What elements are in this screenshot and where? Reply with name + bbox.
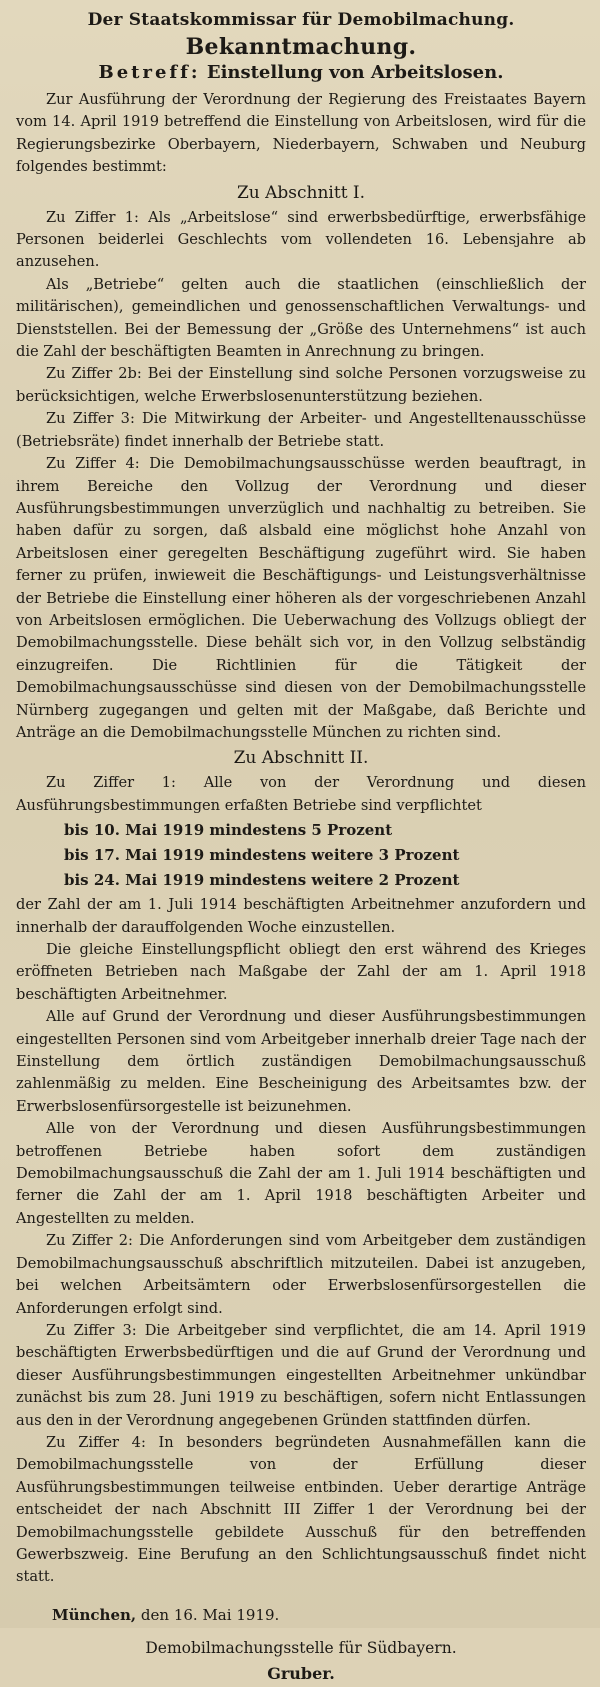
subject-text: Einstellung von Arbeitslosen. [206, 62, 504, 83]
subject-line [16, 62, 586, 83]
section-2-lead: Zu Ziffer 1: Alle von der Verordnung und diesen Ausführungsbestimmungen erfaßten Betriebe sind verpflichtet [16, 774, 586, 814]
notice-title: Bekanntmachung. [185, 34, 417, 60]
section-2-paragraph: Alle von der Verordnung und diesen Ausführungsbestimmungen betroffenen Betriebe haben sofort dem zuständigen Demobilmachungsausschuß die Zahl der am 1. Juli 1914 beschäftigten und ferner die Zahl der am 1. April 1918 beschäftigten Arbeiter und Angestellten zu melden. [16, 1120, 586, 1227]
section-1-paragraph: Zu Ziffer 2b: Bei der Einstellung sind solche Personen vorzugsweise zu berücksichtigen, welche Erwerbslosenunterstützung beziehen. [16, 365, 586, 405]
quota-line: bis 10. Mai 1919 mindestens 5 Prozent [64, 821, 393, 840]
section-1-paragraph: Zu Ziffer 3: Die Mitwirkung der Arbeiter- und Angestelltenausschüsse (Betriebsräte) findet innerhalb der Betriebe statt. [16, 410, 586, 450]
intro-paragraph: Zur Ausführung der Verordnung der Regierung des Freistaates Bayern vom 14. April 1919 betreffend die Einstellung von Arbeitslosen, wird für die Regierungsbezirke Oberbayern, Niederbayern, Schwaben und Neuburg folgendes bestimmt: [16, 91, 586, 176]
section-2-paragraph: Zu Ziffer 4: In besonders begründeten Ausnahmefällen kann die Demobilmachungsstelle von der Erfüllung dieser Ausführungsbestimmungen teilweise entbinden. Ueber derartige Anträge entscheidet der nach Abschnitt III Ziffer 1 der Verordnung bei der Demobilmachungsstelle gebildete Ausschuß für den betreffenden Gewerbszweig. Eine Berufung an den Schlichtungsausschuß findet nicht statt. [16, 1433, 586, 1586]
quota-line: bis 24. Mai 1919 mindestens weitere 2 Prozent [64, 871, 460, 890]
signature-name: Gruber. [267, 1663, 335, 1683]
section-2-paragraph: Alle auf Grund der Verordnung und dieser Ausführungsbestimmungen eingestellten Personen sind vom Arbeitgeber innerhalb dreier Tage nach der Einstellung dem örtlich zuständigen Demobilmachungsausschuß zahlenmäßig zu melden. Eine Bescheinigung des Arbeitsamtes bzw. der Erwerbslosenfürsorgestelle ist beizunehmen. [16, 1008, 586, 1115]
section-1-paragraph: Zu Ziffer 4: Die Demobilmachungsausschüsse werden beauftragt, in ihrem Bereiche den Vollzug der Verordnung und dieser Ausführungsbestimmungen unverzüglich und nachhaltig zu betreiben. Sie haben dafür zu sorgen, daß alsbald eine möglichst hohe Anzahl von Arbeitslosen einer geregelten Beschäftigung zugeführt wird. Sie haben ferner zu prüfen, inwieweit die Beschäftigungs- und Leistungsverhältnisse der Betriebe die Einstellung einer höheren als der vorgeschriebenen Anzahl von Arbeitslosen ermöglichen. Die Ueberwachung des Vollzugs obliegt der Demobilmachungsstelle. Diese behält sich vor, in den Vollzug selbständig einzugreifen. Die Richtlinien für die Tätigkeit der Demobilmachungsausschüsse sind diesen von der Demobilmachungsstelle Nürnberg zugegangen und gelten mit der Maßgabe, daß Berichte und Anträge an die Demobilmachungsstelle München zu richten sind. [16, 455, 586, 741]
section-2-after-quotas: der Zahl der am 1. Juli 1914 beschäftigten Arbeitnehmer anzufordern und innerhalb der darauffolgenden Woche einzustellen. [16, 896, 586, 936]
section-1-paragraph: Als „Betriebe“ gelten auch die staatlichen (einschließlich der militärischen), gemeindlichen und genossenschaftlichen Verwaltungs- und Dienststellen. Bei der Bemessung der „Größe des Unternehmens“ ist auch die Zahl der beschäftigten Beamten in Anrechnung zu bringen. [16, 275, 586, 361]
place: München, [52, 1605, 137, 1624]
section-2-paragraph: Die gleiche Einstellungspflicht obliegt den erst während des Krieges eröffneten Betrieben nach Maßgabe der Zahl der am 1. April 1918 beschäftigten Arbeitnehmer. [16, 941, 586, 1003]
quota-line: bis 17. Mai 1919 mindestens weitere 3 Prozent [64, 846, 460, 865]
place-date-line [16, 1603, 586, 1627]
subject-label: Betreff: [98, 62, 201, 83]
section-1-paragraph: Zu Ziffer 1: Als „Arbeitslose“ sind erwerbsbedürftige, erwerbsfähige Personen beiderlei Geschlechts vom vollendeten 16. Lebensjahre ab anzusehen. [16, 208, 586, 271]
date: den 16. Mai 1919. [140, 1605, 280, 1624]
section-2-paragraph: Zu Ziffer 3: Die Arbeitgeber sind verpflichtet, die am 14. April 1919 beschäftigten Erwerbsbedürftigen und die auf Grund der Verordnung und dieser Ausführungsbestimmungen eingestellten Arbeitnehmer unkündbar zunächst bis zum 28. Juni 1919 zu beschäftigen, sofern nicht Entlassungen aus den in der Verordnung angegebenen Gründen stattfinden dürfen. [16, 1321, 586, 1429]
section-2-paragraph: Zu Ziffer 2: Die Anforderungen sind vom Arbeitgeber dem zuständigen Demobilmachungsausschuß abschriftlich mitzuteilen. Dabei ist anzugeben, bei welchen Arbeitsämtern oder Erwerbslosenfürsorgestellen die Anforderungen erfolgt sind. [16, 1232, 586, 1317]
section-1-heading: Zu Abschnitt I. [236, 182, 366, 203]
section-2-heading: Zu Abschnitt II. [233, 748, 369, 769]
issuer-heading: Der Staatskommissar für Demobilmachung. [87, 10, 515, 30]
signature-organization: Demobilmachungsstelle für Südbayern. [145, 1638, 457, 1657]
